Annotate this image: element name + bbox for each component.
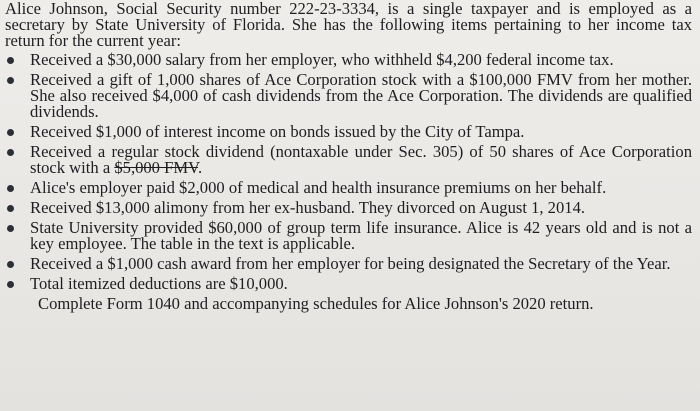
list-item-life-insurance <box>5 220 692 252</box>
item-text-after: . <box>197 158 203 177</box>
bullet-icon <box>7 205 14 212</box>
bullet-icon <box>7 57 14 64</box>
list-item-cash-award <box>5 256 692 272</box>
item-text-before: Received a regular stock dividend (nontaxable under Sec. 305) of 50 shares of Ace Corporation stock with a <box>30 142 692 177</box>
list-item-alimony <box>5 200 692 216</box>
item-text-struck: $5,000 FMV <box>114 158 198 177</box>
list-item-stock-dividend <box>5 144 692 176</box>
bullet-icon <box>7 129 14 136</box>
list-item-medical-premiums <box>5 180 692 196</box>
intro-paragraph: Alice Johnson, Social Security number 222-23-3334, is a single taxpayer and is employed as a secretary by State University of Florida. She has the following items pertaining to her income tax return for the current year: <box>5 0 692 50</box>
item-text: Received a gift of 1,000 shares of Ace Corporation stock with a $100,000 FMV from her mother. She also received $4,000 of cash dividends from the Ace Corporation. The dividends are qualified dividends. <box>30 70 692 121</box>
item-text: Received $13,000 alimony from her ex-husband. They divorced on August 1, 2014. <box>30 198 586 217</box>
bullet-icon <box>7 225 14 232</box>
bullet-icon <box>7 281 14 288</box>
closing-instruction: Complete Form 1040 and accompanying schedules for Alice Johnson's 2020 return. <box>38 294 594 313</box>
bullet-icon <box>7 77 14 84</box>
item-text: Received a $30,000 salary from her employer, who withheld $4,200 federal income tax. <box>30 50 614 69</box>
item-text: Received a $1,000 cash award from her employer for being designated the Secretary of the Year. <box>30 254 671 273</box>
list-item-salary <box>5 52 692 68</box>
bullet-icon <box>7 261 14 268</box>
item-text: State University provided $60,000 of group term life insurance. Alice is 42 years old and is not a key employee. The table in the text is applicable. <box>30 218 692 253</box>
bullet-icon <box>7 149 14 156</box>
item-text: Alice's employer paid $2,000 of medical and health insurance premiums on her behalf. <box>30 178 607 197</box>
bullet-icon <box>7 185 14 192</box>
items-list <box>5 52 692 292</box>
list-item-interest <box>5 124 692 140</box>
list-item-gift-stock <box>5 72 692 120</box>
item-text: Total itemized deductions are $10,000. <box>30 274 288 293</box>
item-text: Received $1,000 of interest income on bonds issued by the City of Tampa. <box>30 122 525 141</box>
list-item-itemized-deductions <box>5 276 692 292</box>
